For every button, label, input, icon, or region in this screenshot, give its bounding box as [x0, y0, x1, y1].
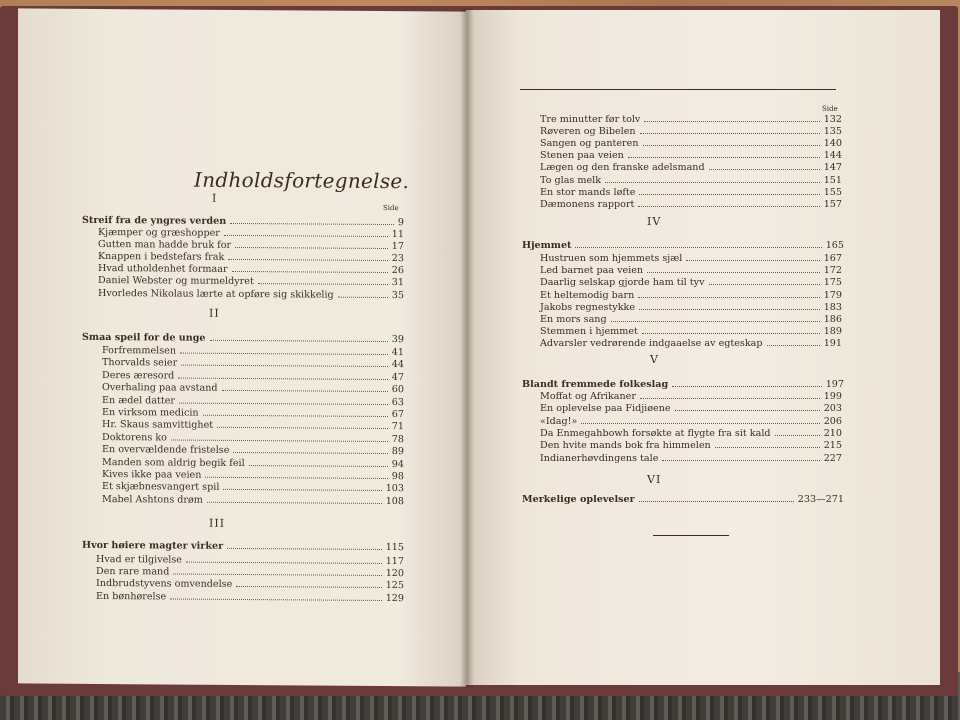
dot-leader [173, 574, 381, 576]
entry-title: Kjæmper og græshopper [98, 226, 220, 239]
page-number: 189 [823, 326, 842, 338]
section-heading-row [522, 493, 844, 505]
entry-title: Manden som aldrig begik feil [102, 456, 245, 469]
entry-title: Moffat og Afrikaner [540, 391, 636, 402]
dot-leader [643, 145, 820, 146]
page-number: 117 [385, 556, 404, 568]
entry-title: En ædel datter [102, 394, 176, 407]
dot-leader [181, 365, 388, 367]
entry-title: Indbrudstyvens omvendelse [96, 578, 233, 591]
page-number: 31 [391, 277, 404, 289]
dot-leader [709, 284, 820, 285]
dot-leader [640, 398, 820, 399]
entry-title: Deres æresord [102, 369, 175, 382]
toc-entry [540, 276, 842, 288]
dot-leader [235, 247, 388, 249]
toc-entry [540, 174, 842, 186]
entry-title: En virksom medicin [102, 407, 199, 419]
dot-leader [767, 345, 820, 346]
entry-title: Smaa speil for de unge [82, 331, 206, 344]
page-number: 17 [391, 241, 404, 253]
entry-title: En stor mands løfte [540, 186, 636, 198]
page-number: 60 [391, 384, 404, 396]
toc-entry [540, 301, 842, 313]
entry-title: Indianerhøvdingens tale [540, 452, 659, 464]
dot-leader [647, 272, 820, 273]
entry-title: Dæmonens rapport [540, 198, 635, 210]
page-number: 144 [823, 150, 842, 162]
entry-title: Daniel Webster og murmeldyret [98, 275, 254, 288]
entry-title: Hvorledes Nikolaus lærte at opføre sig skikkelig [98, 287, 334, 301]
dot-leader [171, 439, 388, 442]
page-number: 191 [823, 338, 842, 350]
toc-entry [540, 161, 842, 173]
toc-entry [540, 125, 842, 137]
page-number: 206 [823, 415, 842, 427]
page-number: 23 [391, 253, 404, 265]
section-heading-row [522, 378, 844, 390]
toc-entry [540, 264, 842, 276]
page-number: 227 [823, 452, 842, 464]
entry-title: Hustruen som hjemmets sjæl [540, 253, 683, 264]
entry-title: Da Enmegahbowh forsøkte at flygte fra sit kald [540, 427, 771, 439]
page-number: 186 [823, 314, 842, 325]
entry-title: Stemmen i hjemmet [540, 326, 638, 338]
page-number: 135 [823, 126, 842, 138]
entry-title: En mors sang [540, 314, 607, 325]
page-number: 233—271 [797, 494, 844, 505]
section-numeral: I [212, 191, 218, 205]
entry-title: «Idag!» [540, 415, 578, 427]
toc-entry [102, 493, 404, 507]
page-number: 140 [823, 138, 842, 150]
page-number: 44 [391, 359, 404, 371]
page-number: 199 [823, 391, 842, 402]
page-number: 115 [385, 542, 404, 554]
toc-entry [540, 427, 842, 439]
book-gutter [460, 8, 474, 688]
entry-title: Et skjæbnesvangert spil [102, 481, 220, 494]
end-rule [653, 535, 729, 536]
page-number: 9 [397, 217, 404, 229]
dot-leader [662, 460, 819, 461]
entry-title: Doktorens ko [102, 431, 167, 444]
dot-leader [180, 353, 388, 355]
page-number: 39 [391, 334, 404, 346]
dot-leader [338, 296, 388, 297]
page-number: 41 [391, 347, 404, 359]
entry-title: Knappen i bedstefars frak [98, 251, 225, 264]
toc-entry [540, 452, 842, 464]
page-number: 63 [391, 396, 404, 408]
dot-leader [611, 321, 820, 322]
entry-title: Forfremmelsen [102, 345, 177, 357]
entry-title: Advarsler vedrørende indgaaelse av egteskap [540, 338, 763, 350]
dot-leader [227, 548, 382, 550]
page-number: 129 [385, 592, 404, 604]
dot-leader [715, 447, 820, 448]
dot-leader [205, 477, 387, 479]
page-number: 175 [823, 277, 842, 289]
entry-title: Overhaling paa avstand [102, 382, 218, 395]
dot-leader [605, 182, 820, 183]
section-numeral: V [650, 353, 659, 366]
section-heading-row [82, 331, 404, 345]
page-column-label: Side [383, 203, 399, 213]
dot-leader [207, 502, 382, 504]
toc-entry [540, 313, 842, 325]
entry-title: En bønhørelse [96, 590, 167, 603]
page-number: 26 [391, 265, 404, 277]
entry-title: Kives ikke paa veien [102, 469, 202, 481]
page-number: 165 [825, 240, 844, 251]
entry-title: Tre minutter før tolv [540, 114, 641, 125]
dot-leader [210, 340, 388, 342]
entry-title: Den rare mand [96, 566, 170, 578]
dot-leader [638, 297, 819, 298]
dot-leader [775, 435, 820, 436]
page-number: 89 [391, 446, 404, 458]
toc-entry [540, 198, 842, 210]
page-number: 179 [823, 289, 842, 301]
dot-leader [230, 223, 394, 225]
entry-title: Hjemmet [522, 240, 572, 251]
entry-title: Gutten man hadde bruk for [98, 239, 232, 252]
entry-title: Et heltemodig barn [540, 289, 635, 301]
entry-title: Thorvalds seier [102, 357, 178, 369]
page-number: 203 [823, 403, 842, 415]
dot-leader [575, 247, 821, 248]
entry-title: Hr. Skaus samvittighet [102, 419, 214, 432]
dot-leader [186, 562, 382, 564]
dot-leader [639, 194, 819, 195]
dot-leader [228, 259, 387, 261]
page-number: 210 [823, 427, 842, 439]
entry-title: Den hvite mands bok fra himmelen [540, 440, 711, 452]
dot-leader [178, 377, 387, 379]
dot-leader [236, 586, 381, 588]
entry-title: Stenen paa veien [540, 150, 624, 162]
dot-leader [222, 390, 388, 392]
page-number: 167 [823, 253, 842, 264]
page-column-label: Side [822, 105, 838, 113]
dot-leader [179, 402, 388, 404]
entry-title: Streif fra de yngres verden [82, 214, 227, 227]
page-number: 151 [823, 174, 842, 186]
page-number: 71 [391, 421, 404, 433]
entry-title: Blandt fremmede folkeslag [522, 379, 669, 390]
section-numeral: VI [647, 473, 662, 486]
dot-leader [233, 452, 387, 454]
dot-leader [224, 235, 388, 237]
right-page [466, 10, 940, 685]
toc-entry [540, 337, 842, 349]
toc-entry [540, 402, 842, 414]
toc-entry [540, 439, 842, 451]
entry-title: To glas melk [540, 174, 602, 186]
dot-leader [639, 501, 794, 502]
toc-entry [540, 186, 842, 198]
page-number: 98 [391, 471, 404, 483]
toc-entry [540, 113, 842, 125]
page-number: 172 [823, 265, 842, 277]
entry-title: Mabel Ashtons drøm [102, 493, 203, 506]
section-numeral: IV [647, 215, 662, 228]
toc-entry [96, 590, 404, 604]
toc-entry [540, 415, 842, 427]
dot-leader [628, 157, 820, 158]
toc-entry [540, 252, 842, 264]
page-number: 94 [391, 458, 404, 470]
dot-leader [581, 423, 819, 424]
entry-title: Røveren og Bibelen [540, 126, 636, 138]
page-number: 155 [823, 186, 842, 198]
page-number: 108 [385, 495, 404, 507]
dot-leader [672, 386, 822, 387]
entry-title: Daarlig selskap gjorde ham til tyv [540, 277, 705, 289]
entry-title: Led barnet paa veien [540, 265, 644, 277]
section-heading-row [82, 539, 404, 553]
dot-leader [258, 284, 388, 286]
toc-entry [540, 390, 842, 402]
section-numeral: III [209, 516, 226, 530]
page-number: 183 [823, 301, 842, 313]
page-number: 147 [823, 162, 842, 174]
page-number: 47 [391, 371, 404, 383]
entry-title: Hvad er tilgivelse [96, 553, 182, 566]
page-number: 103 [385, 483, 404, 495]
toc-entry [540, 149, 842, 161]
entry-title: Hvad utholdenhet formaar [98, 263, 228, 276]
page-number: 11 [391, 229, 404, 241]
dot-leader [640, 133, 820, 134]
dot-leader [644, 121, 819, 122]
section-heading-row [522, 239, 844, 251]
dot-leader [223, 489, 381, 491]
dot-leader [170, 598, 381, 600]
entry-title: En overvældende fristelse [102, 444, 230, 457]
page-title: Indholdsfortegnelse. [194, 167, 410, 194]
page-number: 120 [385, 568, 404, 580]
entry-title: En oplevelse paa Fidjiøene [540, 403, 671, 415]
toc-entry [540, 289, 842, 301]
toc-entry [98, 286, 404, 300]
page-number: 132 [823, 114, 842, 125]
toc-entry [540, 325, 842, 337]
section-numeral: II [209, 306, 220, 320]
page-number: 215 [823, 440, 842, 452]
dot-leader [642, 333, 820, 334]
dot-leader [232, 271, 388, 273]
entry-title: Hvor høiere magter virker [82, 539, 224, 552]
entry-title: Sangen og panteren [540, 138, 639, 150]
entry-title: Lægen og den franske adelsmand [540, 162, 705, 174]
dot-leader [249, 465, 388, 467]
page-number: 35 [391, 289, 404, 301]
page-number: 157 [823, 198, 842, 210]
dot-leader [217, 427, 388, 429]
entry-title: Jakobs regnestykke [540, 301, 636, 313]
dot-leader [639, 309, 820, 310]
dot-leader [203, 415, 388, 417]
left-page [18, 8, 466, 686]
entry-title: Merkelige oplevelser [522, 494, 635, 505]
page-number: 78 [391, 433, 404, 445]
header-rule [520, 89, 836, 90]
page-number: 67 [391, 409, 404, 421]
page-number: 125 [385, 580, 404, 592]
dot-leader [638, 206, 819, 207]
dot-leader [675, 410, 820, 411]
dot-leader [709, 169, 820, 170]
toc-entry [540, 137, 842, 149]
dot-leader [686, 260, 819, 261]
page-number: 197 [825, 379, 844, 390]
